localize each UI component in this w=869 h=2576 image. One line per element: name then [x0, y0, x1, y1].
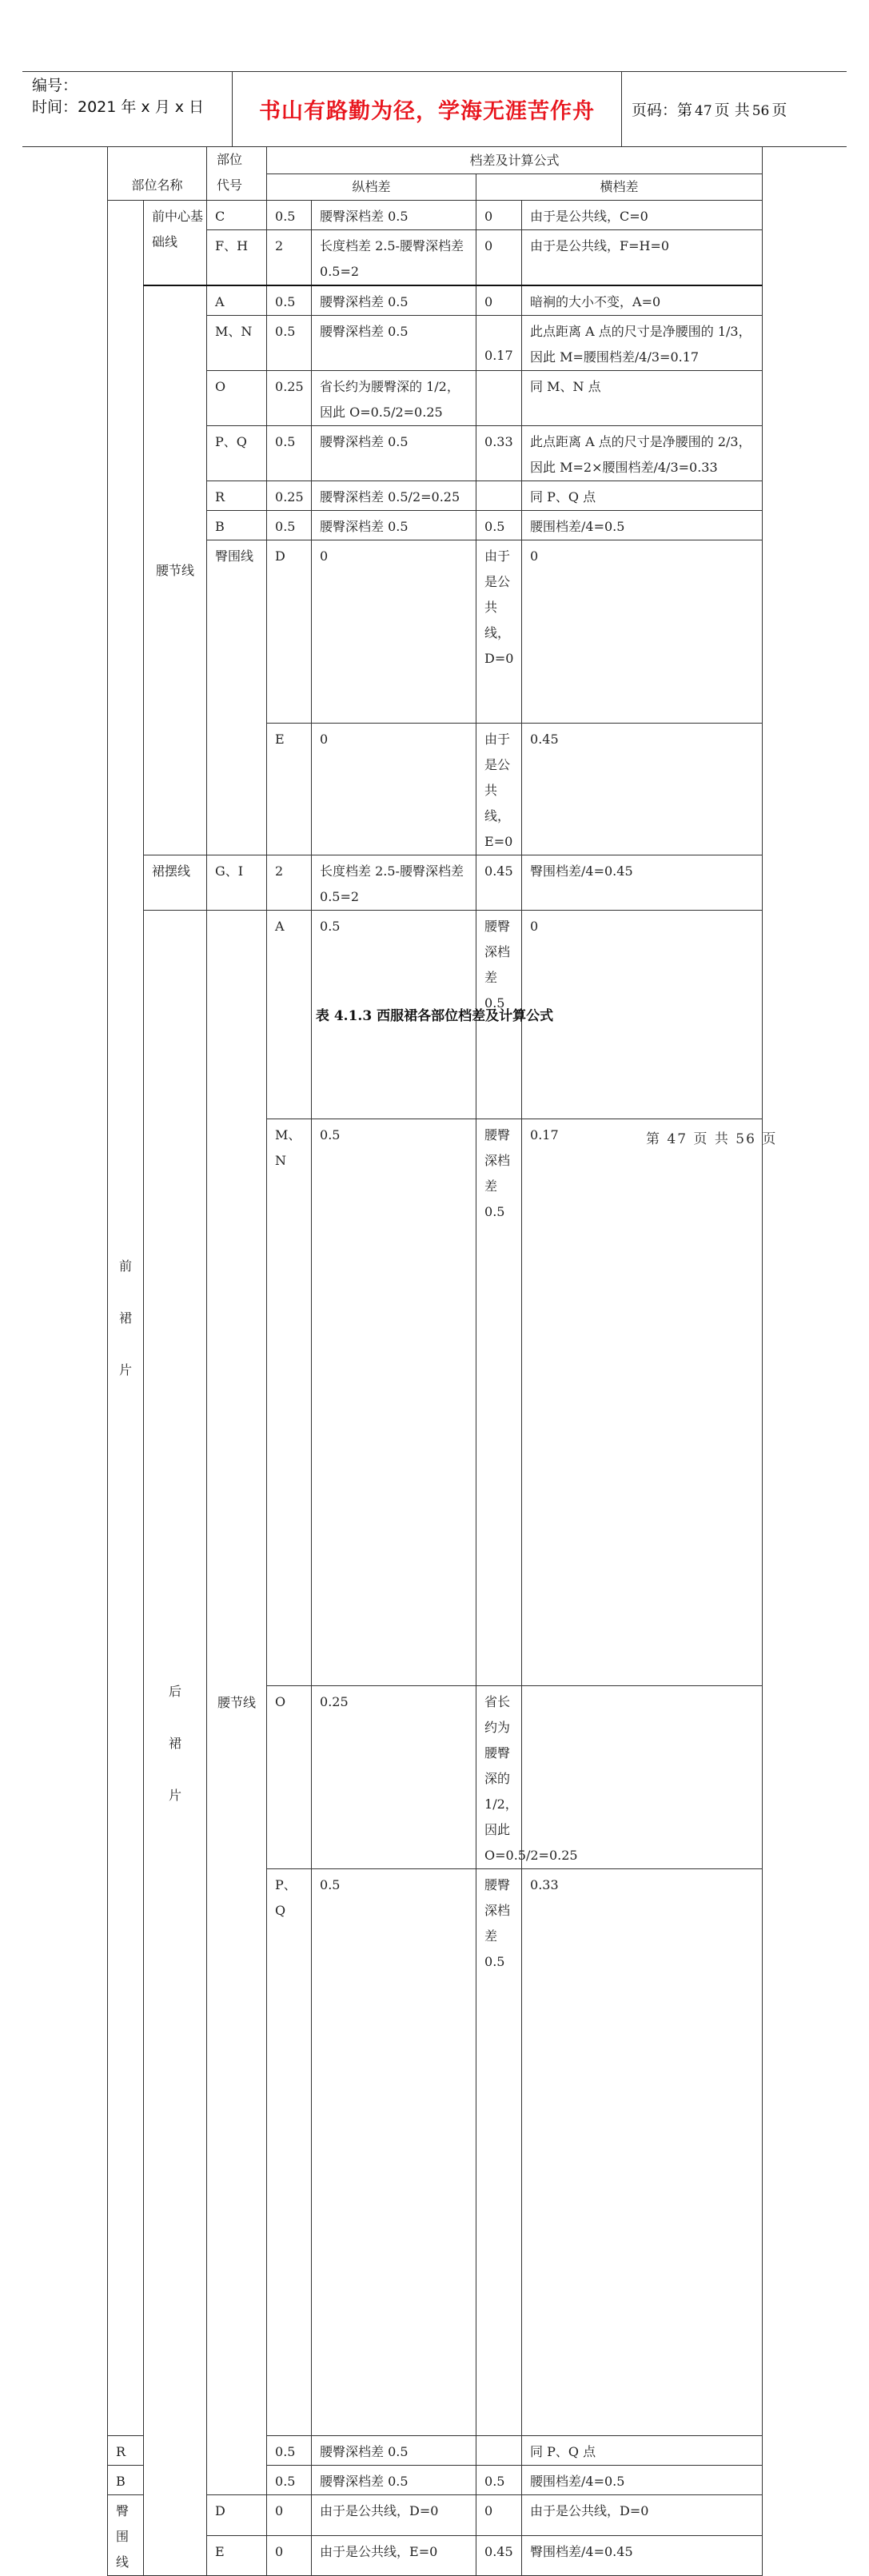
page-middle: 页 共 — [714, 102, 750, 119]
cell-code: E — [267, 724, 312, 855]
cell-v: 2 — [267, 230, 312, 286]
footer-total: 56 — [735, 1131, 756, 1147]
table-row — [108, 201, 763, 230]
cell-code: E — [207, 2535, 267, 2576]
time-label: 时间：2021 年 x 月 x 日 — [32, 98, 205, 116]
cell-code: B — [108, 2466, 144, 2495]
col-code-line1: 部位 — [217, 152, 243, 167]
cell-h: 0.17 — [522, 1119, 763, 1686]
cell-h — [476, 2436, 522, 2466]
cell-h — [522, 1686, 763, 1869]
cell-v: 0.5 — [312, 1119, 476, 1686]
part-front-hip: 臀围线 — [207, 540, 267, 855]
cell-code: A — [207, 285, 267, 316]
cell-code: M、N — [207, 316, 267, 371]
cell-vf: 长度档差 2.5-腰臀深档差 0.5=2 — [312, 230, 476, 286]
cell-h: 0.45 — [522, 724, 763, 855]
cell-h: 0 — [476, 230, 522, 286]
page-current: 47 — [695, 103, 712, 119]
cell-v: 0 — [312, 540, 476, 724]
cell-h: 0 — [522, 540, 763, 724]
col-vertical-grade: 纵档差 — [267, 174, 476, 201]
footer-suffix: 页 — [762, 1131, 778, 1147]
cell-vf: 长度档差 2.5-腰臀深档差 0.5=2 — [312, 855, 476, 911]
cell-vf: 腰臀深档差 0.5 — [312, 2436, 476, 2466]
cell-vf: 腰臀深档差 0.5 — [476, 1119, 522, 1686]
cell-code: R — [207, 481, 267, 511]
cell-code: P、Q — [207, 426, 267, 481]
table-header-row — [108, 147, 763, 174]
cell-v: 0.25 — [312, 1686, 476, 1869]
footer-prefix: 第 — [646, 1131, 661, 1147]
cell-h — [476, 371, 522, 426]
cell-code: D — [207, 2495, 267, 2536]
col-code-line2: 代号 — [217, 177, 243, 193]
cell-h: 0 — [476, 285, 522, 316]
cell-vf: 由于是公共线，E=0 — [476, 724, 522, 855]
cell-v: 2 — [267, 855, 312, 911]
col-part-code — [207, 147, 267, 201]
back-char: 裙 — [169, 1735, 182, 1751]
table-row — [108, 855, 763, 911]
cell-h: 0.45 — [476, 2535, 522, 2576]
footer-middle: 页 共 — [693, 1131, 730, 1147]
back-char: 片 — [169, 1787, 182, 1803]
cell-vf: 腰臀深档差 0.5 — [312, 511, 476, 540]
cell-h: 0 — [522, 911, 763, 1119]
cell-v: 0.5 — [267, 285, 312, 316]
cell-v: 0 — [267, 2535, 312, 2576]
cell-hf: 此点距离 A 点的尺寸是净腰围的 1/3，因此 M=腰围档差/4/3=0.17 — [522, 316, 763, 371]
page-suffix: 页 — [771, 102, 787, 119]
header-page-indicator — [632, 98, 787, 120]
cell-vf: 腰臀深档差 0.5 — [312, 316, 476, 371]
cell-vf: 腰臀深档差 0.5 — [312, 426, 476, 481]
cell-code: A — [267, 911, 312, 1119]
col-horizontal-grade: 横档差 — [476, 174, 763, 201]
back-panel-label — [144, 911, 207, 2576]
front-char: 裙 — [118, 1310, 132, 1326]
cell-hf: 腰围档差/4=0.5 — [522, 511, 763, 540]
cell-code: R — [108, 2436, 144, 2466]
table-caption: 表 4.1.3 西服裙各部位档差及计算公式 — [315, 1008, 554, 1024]
cell-v: 0.5 — [267, 2436, 312, 2466]
cell-code: C — [207, 201, 267, 230]
cell-v: 0.25 — [267, 481, 312, 511]
col-part-name: 部位名称 — [108, 147, 207, 201]
part-back-waist: 腰节线 — [207, 911, 267, 2495]
cell-v: 0.5 — [267, 201, 312, 230]
footer-current: 47 — [667, 1131, 688, 1147]
cell-vf: 腰臀深档差 0.5/2=0.25 — [312, 481, 476, 511]
cell-v: 0.5 — [312, 911, 476, 1119]
cell-code: D — [267, 540, 312, 724]
page-footer — [646, 1127, 777, 1147]
cell-h: 0.33 — [476, 426, 522, 481]
cell-code: M、N — [267, 1119, 312, 1686]
cell-vf: 由于是公共线，D=0 — [476, 540, 522, 724]
cell-h: 0.33 — [522, 1869, 763, 2436]
cell-code: B — [207, 511, 267, 540]
front-char: 片 — [118, 1362, 132, 1378]
front-char: 前 — [118, 1258, 132, 1274]
cell-hf: 同 P、Q 点 — [522, 2436, 763, 2466]
cell-v: 0 — [267, 2495, 312, 2536]
cell-h: 0.5 — [476, 2466, 522, 2495]
front-panel-label — [108, 201, 144, 2436]
cell-vf: 腰臀深档差 0.5 — [312, 285, 476, 316]
cell-v: 0.5 — [267, 511, 312, 540]
table-row — [108, 285, 763, 316]
cell-hf: 臀围档差/4=0.45 — [522, 2535, 763, 2576]
cell-hf: 暗裥的大小不变，A=0 — [522, 285, 763, 316]
part-back-hip: 臀围线 — [108, 2495, 144, 2576]
header-meta — [32, 75, 204, 118]
cell-vf: 省长约为腰臀深的 1/2，因此 O=0.5/2=0.25 — [476, 1686, 522, 1869]
cell-vf: 腰臀深档差 0.5 — [476, 1869, 522, 2436]
cell-vf: 由于是公共线，D=0 — [312, 2495, 476, 2536]
cell-v: 0.25 — [267, 371, 312, 426]
back-char: 后 — [169, 1683, 182, 1699]
cell-v: 0.5 — [267, 316, 312, 371]
cell-code: P、Q — [267, 1869, 312, 2436]
cell-hf: 臀围档差/4=0.45 — [522, 855, 763, 911]
col-formula: 档差及计算公式 — [267, 147, 763, 174]
cell-h: 0.45 — [476, 855, 522, 911]
cell-v: 0.5 — [312, 1869, 476, 2436]
cell-hf: 由于是公共线，D=0 — [522, 2495, 763, 2536]
cell-h — [476, 481, 522, 511]
cell-h: 0.5 — [476, 511, 522, 540]
cell-h: 0 — [476, 2495, 522, 2536]
cell-vf: 腰臀深档差 0.5 — [312, 201, 476, 230]
cell-hf: 由于是公共线，F=H=0 — [522, 230, 763, 286]
cell-code: O — [267, 1686, 312, 1869]
page-total: 56 — [751, 103, 770, 119]
cell-vf: 腰臀深档差 0.5 — [476, 911, 522, 1119]
page-header — [22, 71, 847, 147]
cell-vf: 腰臀深档差 0.5 — [312, 2466, 476, 2495]
cell-hf: 此点距离 A 点的尺寸是净腰围的 2/3，因此 M=2×腰围档差/4/3=0.33 — [522, 426, 763, 481]
header-motto: 书山有路勤为径，学海无涯苦作舟 — [259, 99, 595, 124]
cell-h: 0.17 — [476, 316, 522, 371]
cell-h: 0 — [476, 201, 522, 230]
cell-hf: 腰围档差/4=0.5 — [522, 2466, 763, 2495]
part-front-center: 前中心基础线 — [144, 201, 207, 286]
part-front-waist: 腰节线 — [144, 285, 207, 855]
cell-hf: 同 M、N 点 — [522, 371, 763, 426]
cell-v: 0.5 — [267, 426, 312, 481]
grading-table — [107, 146, 763, 2576]
cell-code: F、H — [207, 230, 267, 286]
cell-vf: 省长约为腰臀深的 1/2，因此 O=0.5/2=0.25 — [312, 371, 476, 426]
cell-code: O — [207, 371, 267, 426]
cell-v: 0 — [312, 724, 476, 855]
page-prefix: 页码：第 — [632, 102, 693, 119]
part-front-hem: 裙摆线 — [144, 855, 207, 911]
cell-hf: 由于是公共线，C=0 — [522, 201, 763, 230]
cell-hf: 同 P、Q 点 — [522, 481, 763, 511]
cell-code: G、I — [207, 855, 267, 911]
cell-vf: 由于是公共线，E=0 — [312, 2535, 476, 2576]
cell-v: 0.5 — [267, 2466, 312, 2495]
number-label: 编号： — [32, 77, 78, 94]
header-divider — [621, 72, 622, 146]
